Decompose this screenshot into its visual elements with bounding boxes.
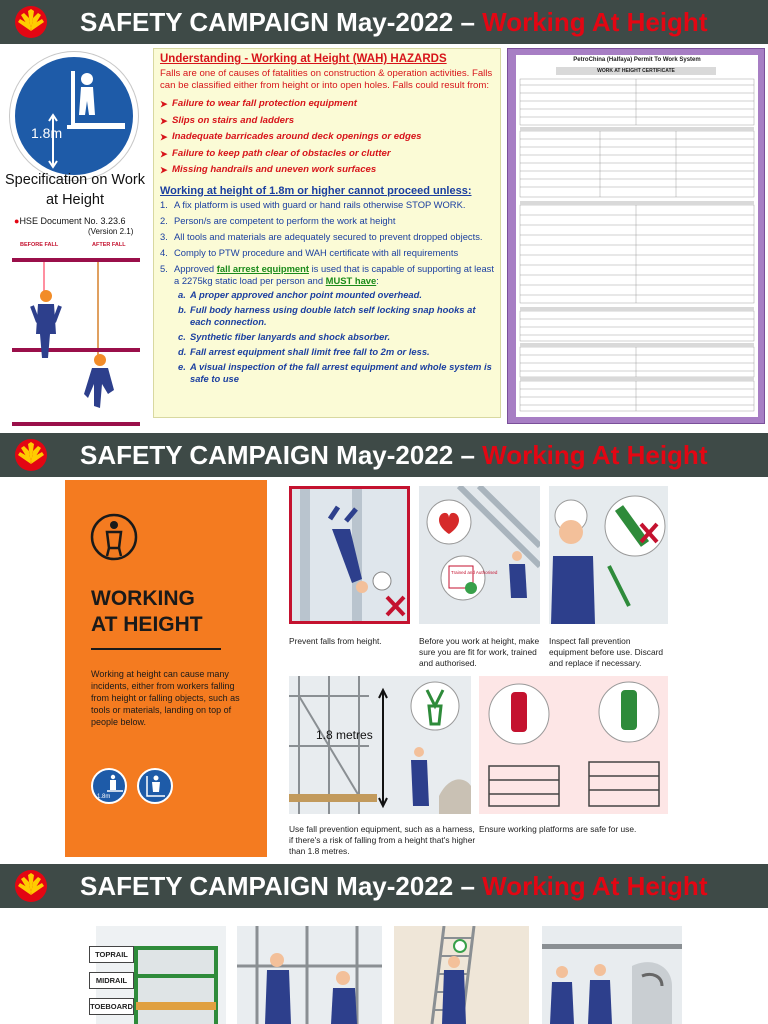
conditions-heading: Working at height of 1.8m or higher cannot proceed unless: (160, 184, 472, 197)
height-sign-icon (91, 768, 127, 804)
hse-document-number: ●HSE Document No. 3.23.6 (14, 216, 126, 226)
harness-sign-icon (137, 768, 173, 804)
poster-text: Working at height can cause many incidents, either from workers falling from height or falling objects, such as tools or materials, landing on top of people below. (91, 669, 240, 727)
list-item: 5. Approved fall arrest equipment is used that is capable of supporting at least a 2275kg static load per person and MUST have: a. A proper approved anchor point mounted overhead. b. Full body harness using double latch self locking snap hooks at each connection. c. Synthetic fiber lanyards and shock absorber. d. Fall arrest equipment shall limit free fall to 2m or less. e. A visual inspection of the fall arrest equipment and whole system is safe to use (160, 262, 494, 384)
list-item: 1. A fix platform is used with guard or hand rails otherwise STOP WORK. (160, 198, 466, 210)
hse-version: (Version 2.1) (88, 227, 134, 236)
banner-title: SAFETY CAMPAIGN May-2022 – Working At Height (80, 440, 708, 470)
caption-inspect-equipment: Inspect fall prevention equipment before use. Discard and replace if necessary. (549, 636, 664, 668)
campaign-banner (0, 0, 768, 44)
harness-icon (89, 512, 139, 562)
scaffold-harness-illustration (289, 676, 471, 814)
banner-highlight: Working At Height (482, 440, 708, 470)
banner-highlight: Working At Height (482, 871, 708, 901)
list-item: 3. All tools and materials are adequately secured to prevent dropped objects. (160, 230, 483, 242)
list-item: d. Fall arrest equipment shall limit free fall to 2m or less. (178, 345, 430, 357)
inspect-equipment-panel (549, 486, 668, 624)
list-item: ➤ Slips on stairs and ladders (160, 113, 494, 130)
list-item: a. A proper approved anchor point mounted overhead. (178, 288, 422, 300)
height-label: 1.8 metres (316, 728, 373, 742)
company-logo-icon (14, 869, 48, 903)
list-item: ➤ Inadequate barricades around deck openings or edges (160, 129, 494, 146)
platform-tags-illustration (479, 676, 668, 814)
toprail-tag: TOPRAIL (89, 946, 134, 963)
list-item: 4. Comply to PTW procedure and WAH certificate with all requirements (160, 246, 459, 258)
scaffold-climb-illustration (237, 926, 382, 1024)
harness-workers-panel (542, 926, 682, 1024)
permit-title: PetroChina (Halfaya) Permit To Work System (573, 57, 701, 63)
poster-title: WORKING AT HEIGHT (91, 587, 203, 636)
use-harness-panel (289, 676, 471, 814)
poster-icon-label: 1.8m (97, 794, 111, 800)
ladder-climb-panel (237, 926, 382, 1024)
banner-title: SAFETY CAMPAIGN May-2022 – Working At Height (80, 871, 708, 901)
trained-sign-text: Trained and Authorised (451, 570, 498, 575)
poster-divider (91, 648, 221, 650)
caption-prevent-falls: Prevent falls from height. (289, 636, 382, 646)
height-mandatory-sign (10, 52, 138, 180)
list-item: e. A visual inspection of the fall arrest equipment and whole system is safe to use (178, 360, 492, 384)
company-logo-icon (14, 5, 48, 39)
list-item: 2. Person/s are competent to perform the work at height (160, 214, 396, 226)
hazards-intro: Falls are one of causes of fatalities on construction & operation activities. Falls can be classified either from height or into open holes. Falls could result from: (160, 68, 493, 91)
fall-arrest-highlight: fall arrest equipment (216, 262, 309, 274)
midrail-tag: MIDRAIL (89, 972, 134, 989)
spec-column (0, 48, 150, 426)
sub-conditions-list (174, 289, 494, 385)
sign-height-label: 1.8m (31, 125, 63, 141)
fall-arrest-illustration (12, 238, 140, 438)
campaign-banner (0, 864, 768, 908)
conditions-list (160, 199, 494, 385)
caption-safe-platform: Ensure working platforms are safe for use. (479, 824, 637, 834)
list-item: ➤ Failure to keep path clear of obstacles or clutter (160, 146, 494, 163)
after-fall-label: AFTER FALL (92, 242, 126, 248)
caption-fit-for-work: Before you work at height, make sure you are fit for work, trained and authorised. (419, 636, 540, 668)
list-item: b. Full body harness using double latch self locking snap hooks at each connection. (178, 303, 476, 327)
must-have-highlight: MUST have (325, 274, 377, 286)
list-item: ➤ Missing handrails and uneven work surfaces (160, 162, 494, 179)
fit-for-work-panel (419, 486, 540, 624)
inspect-harness-illustration (549, 486, 668, 624)
caption-use-harness: Use fall prevention equipment, such as a harness, if there's a risk of falling from a height that's higher than 1.8 metres. (289, 824, 476, 856)
harness-workers-illustration (542, 926, 682, 1024)
banner-highlight: Working At Height (482, 7, 708, 37)
prevent-falls-panel (289, 486, 410, 624)
hazards-list (160, 96, 494, 179)
company-logo-icon (14, 438, 48, 472)
trained-authorised-illustration (419, 486, 540, 624)
working-at-height-poster (65, 480, 267, 857)
banner-title: SAFETY CAMPAIGN May-2022 – Working At Height (80, 7, 708, 37)
list-item: c. Synthetic fiber lanyards and shock absorber. (178, 330, 391, 342)
height-worker-icon (15, 57, 133, 175)
campaign-banner (0, 433, 768, 477)
falling-worker-illustration (292, 489, 410, 624)
spec-title: Specification on Work at Height (5, 172, 145, 208)
ladder-illustration (394, 926, 529, 1024)
toeboard-tag: TOEBOARD (89, 998, 134, 1015)
hazards-heading: Understanding - Working at Height (WAH) HAZARDS (160, 53, 447, 65)
ladder-panel (394, 926, 529, 1024)
wah-hazards-box (153, 48, 501, 418)
permit-cert-title: WORK AT HEIGHT CERTIFICATE (556, 67, 716, 75)
permit-certificate-image (507, 48, 765, 424)
before-fall-label: BEFORE FALL (20, 242, 59, 248)
permit-form (516, 55, 758, 417)
list-item: ➤ Failure to wear fall protection equipment (160, 96, 494, 113)
safe-platform-panel (479, 676, 668, 814)
permit-form-grid (516, 55, 758, 417)
